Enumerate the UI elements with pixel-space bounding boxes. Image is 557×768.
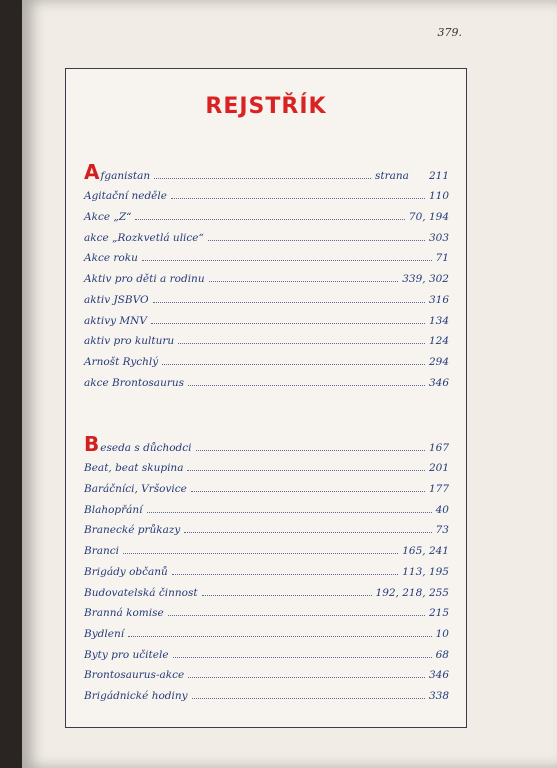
entry-label: Afganistan xyxy=(84,159,151,184)
index-entry xyxy=(84,264,449,285)
index-entry xyxy=(84,516,449,537)
entry-label: Beat, beat skupina xyxy=(84,462,184,475)
entry-label: Beseda s důchodci xyxy=(84,431,192,456)
dot-leader xyxy=(178,343,425,344)
entry-page: 303 xyxy=(428,231,449,244)
entry-label: Branná komise xyxy=(84,607,164,620)
index-entry xyxy=(84,640,449,661)
entry-page: 339, 302 xyxy=(402,273,449,286)
entry-page: 73 xyxy=(435,524,449,537)
entry-label: Arnošt Rychlý xyxy=(84,355,159,368)
entry-page: 215 xyxy=(428,607,449,620)
index-entry xyxy=(84,495,449,516)
index-entry xyxy=(84,182,449,203)
book-page xyxy=(22,0,557,768)
index-entry xyxy=(84,161,449,182)
entry-page: 165, 241 xyxy=(402,545,449,558)
index-entry xyxy=(84,474,449,495)
entry-page: 10 xyxy=(435,627,449,640)
index-entry xyxy=(84,433,449,454)
index-entry xyxy=(84,454,449,475)
entry-label: Akce „Z“ xyxy=(84,211,132,224)
entry-label: Brigády občanů xyxy=(84,565,168,578)
dot-leader xyxy=(202,595,372,596)
dot-leader xyxy=(154,178,371,179)
index-section-b xyxy=(84,433,449,702)
dot-leader xyxy=(173,657,432,658)
entry-label: Agitační neděle xyxy=(84,190,167,203)
index-section-a xyxy=(84,161,449,389)
entry-page: 346 xyxy=(428,376,449,389)
section-initial: B xyxy=(84,431,100,456)
index-entry xyxy=(84,306,449,327)
entry-page: 110 xyxy=(428,190,449,203)
entry-label: Aktiv pro děti a rodinu xyxy=(84,273,205,286)
entry-page: 113, 195 xyxy=(402,565,449,578)
entry-page: 71 xyxy=(435,252,449,265)
dot-leader xyxy=(209,281,399,282)
section-initial: A xyxy=(84,159,100,184)
index-entry xyxy=(84,285,449,306)
index-entry xyxy=(84,619,449,640)
entry-label: aktiv pro kulturu xyxy=(84,335,175,348)
index-entry xyxy=(84,368,449,389)
entry-page: 192, 218, 255 xyxy=(375,586,449,599)
dot-leader xyxy=(142,260,432,261)
dot-leader xyxy=(135,219,404,220)
entry-label: aktiv JSBVO xyxy=(84,293,149,306)
entry-label: Akce roku xyxy=(84,252,138,265)
entry-label: akce Brontosaurus xyxy=(84,376,184,389)
dot-leader xyxy=(171,198,425,199)
dot-leader xyxy=(188,385,425,386)
entry-label: Budovatelská činnost xyxy=(84,586,198,599)
entry-page: 211 xyxy=(428,169,449,182)
dot-leader xyxy=(147,512,432,513)
entry-label: aktivy MNV xyxy=(84,314,147,327)
index-entry xyxy=(84,202,449,223)
entry-label: Blahopřání xyxy=(84,503,143,516)
entry-page: 134 xyxy=(428,314,449,327)
index-entry xyxy=(84,661,449,682)
entry-label: Branecké průkazy xyxy=(84,524,181,537)
entry-label: Brontosaurus-akce xyxy=(84,669,185,682)
index-entry xyxy=(84,244,449,265)
entry-page: 201 xyxy=(428,462,449,475)
dot-leader xyxy=(153,302,425,303)
dot-leader xyxy=(191,491,425,492)
index-entry xyxy=(84,578,449,599)
page-number: 379. xyxy=(437,26,462,39)
dot-leader xyxy=(172,574,398,575)
entry-label: akce „Rozkvetlá ulice“ xyxy=(84,231,204,244)
dot-leader xyxy=(188,677,425,678)
entry-page: 68 xyxy=(435,648,449,661)
dot-leader xyxy=(184,532,431,533)
entry-page: 346 xyxy=(428,669,449,682)
entry-label: Byty pro učitele xyxy=(84,648,169,661)
index-entry xyxy=(84,223,449,244)
entry-middle-word: strana xyxy=(375,169,409,182)
dot-leader xyxy=(151,323,425,324)
index-entry xyxy=(84,327,449,348)
dot-leader xyxy=(128,636,432,637)
entry-page: 167 xyxy=(428,441,449,454)
entry-page: 294 xyxy=(428,355,449,368)
dot-leader xyxy=(162,364,425,365)
entry-label: Brigádnické hodiny xyxy=(84,689,188,702)
index-entry xyxy=(84,347,449,368)
dot-leader xyxy=(208,240,425,241)
entry-page: 124 xyxy=(428,335,449,348)
dot-leader xyxy=(196,450,425,451)
entry-label: Baráčníci, Vršovice xyxy=(84,483,187,496)
dot-leader xyxy=(187,470,425,471)
entry-page: 70, 194 xyxy=(408,211,449,224)
index-entry xyxy=(84,681,449,702)
dot-leader xyxy=(168,615,425,616)
entry-page: 40 xyxy=(435,503,449,516)
entry-page: 338 xyxy=(428,689,449,702)
entry-label: Bydlení xyxy=(84,627,125,640)
index-entry xyxy=(84,599,449,620)
index-entry xyxy=(84,536,449,557)
index-frame xyxy=(65,68,467,728)
index-entry xyxy=(84,557,449,578)
entry-label: Branci xyxy=(84,545,119,558)
dot-leader xyxy=(123,553,398,554)
entry-page: 177 xyxy=(428,483,449,496)
page-title: REJSTŘÍK xyxy=(205,94,327,119)
entry-page: 316 xyxy=(428,293,449,306)
dot-leader xyxy=(192,698,425,699)
